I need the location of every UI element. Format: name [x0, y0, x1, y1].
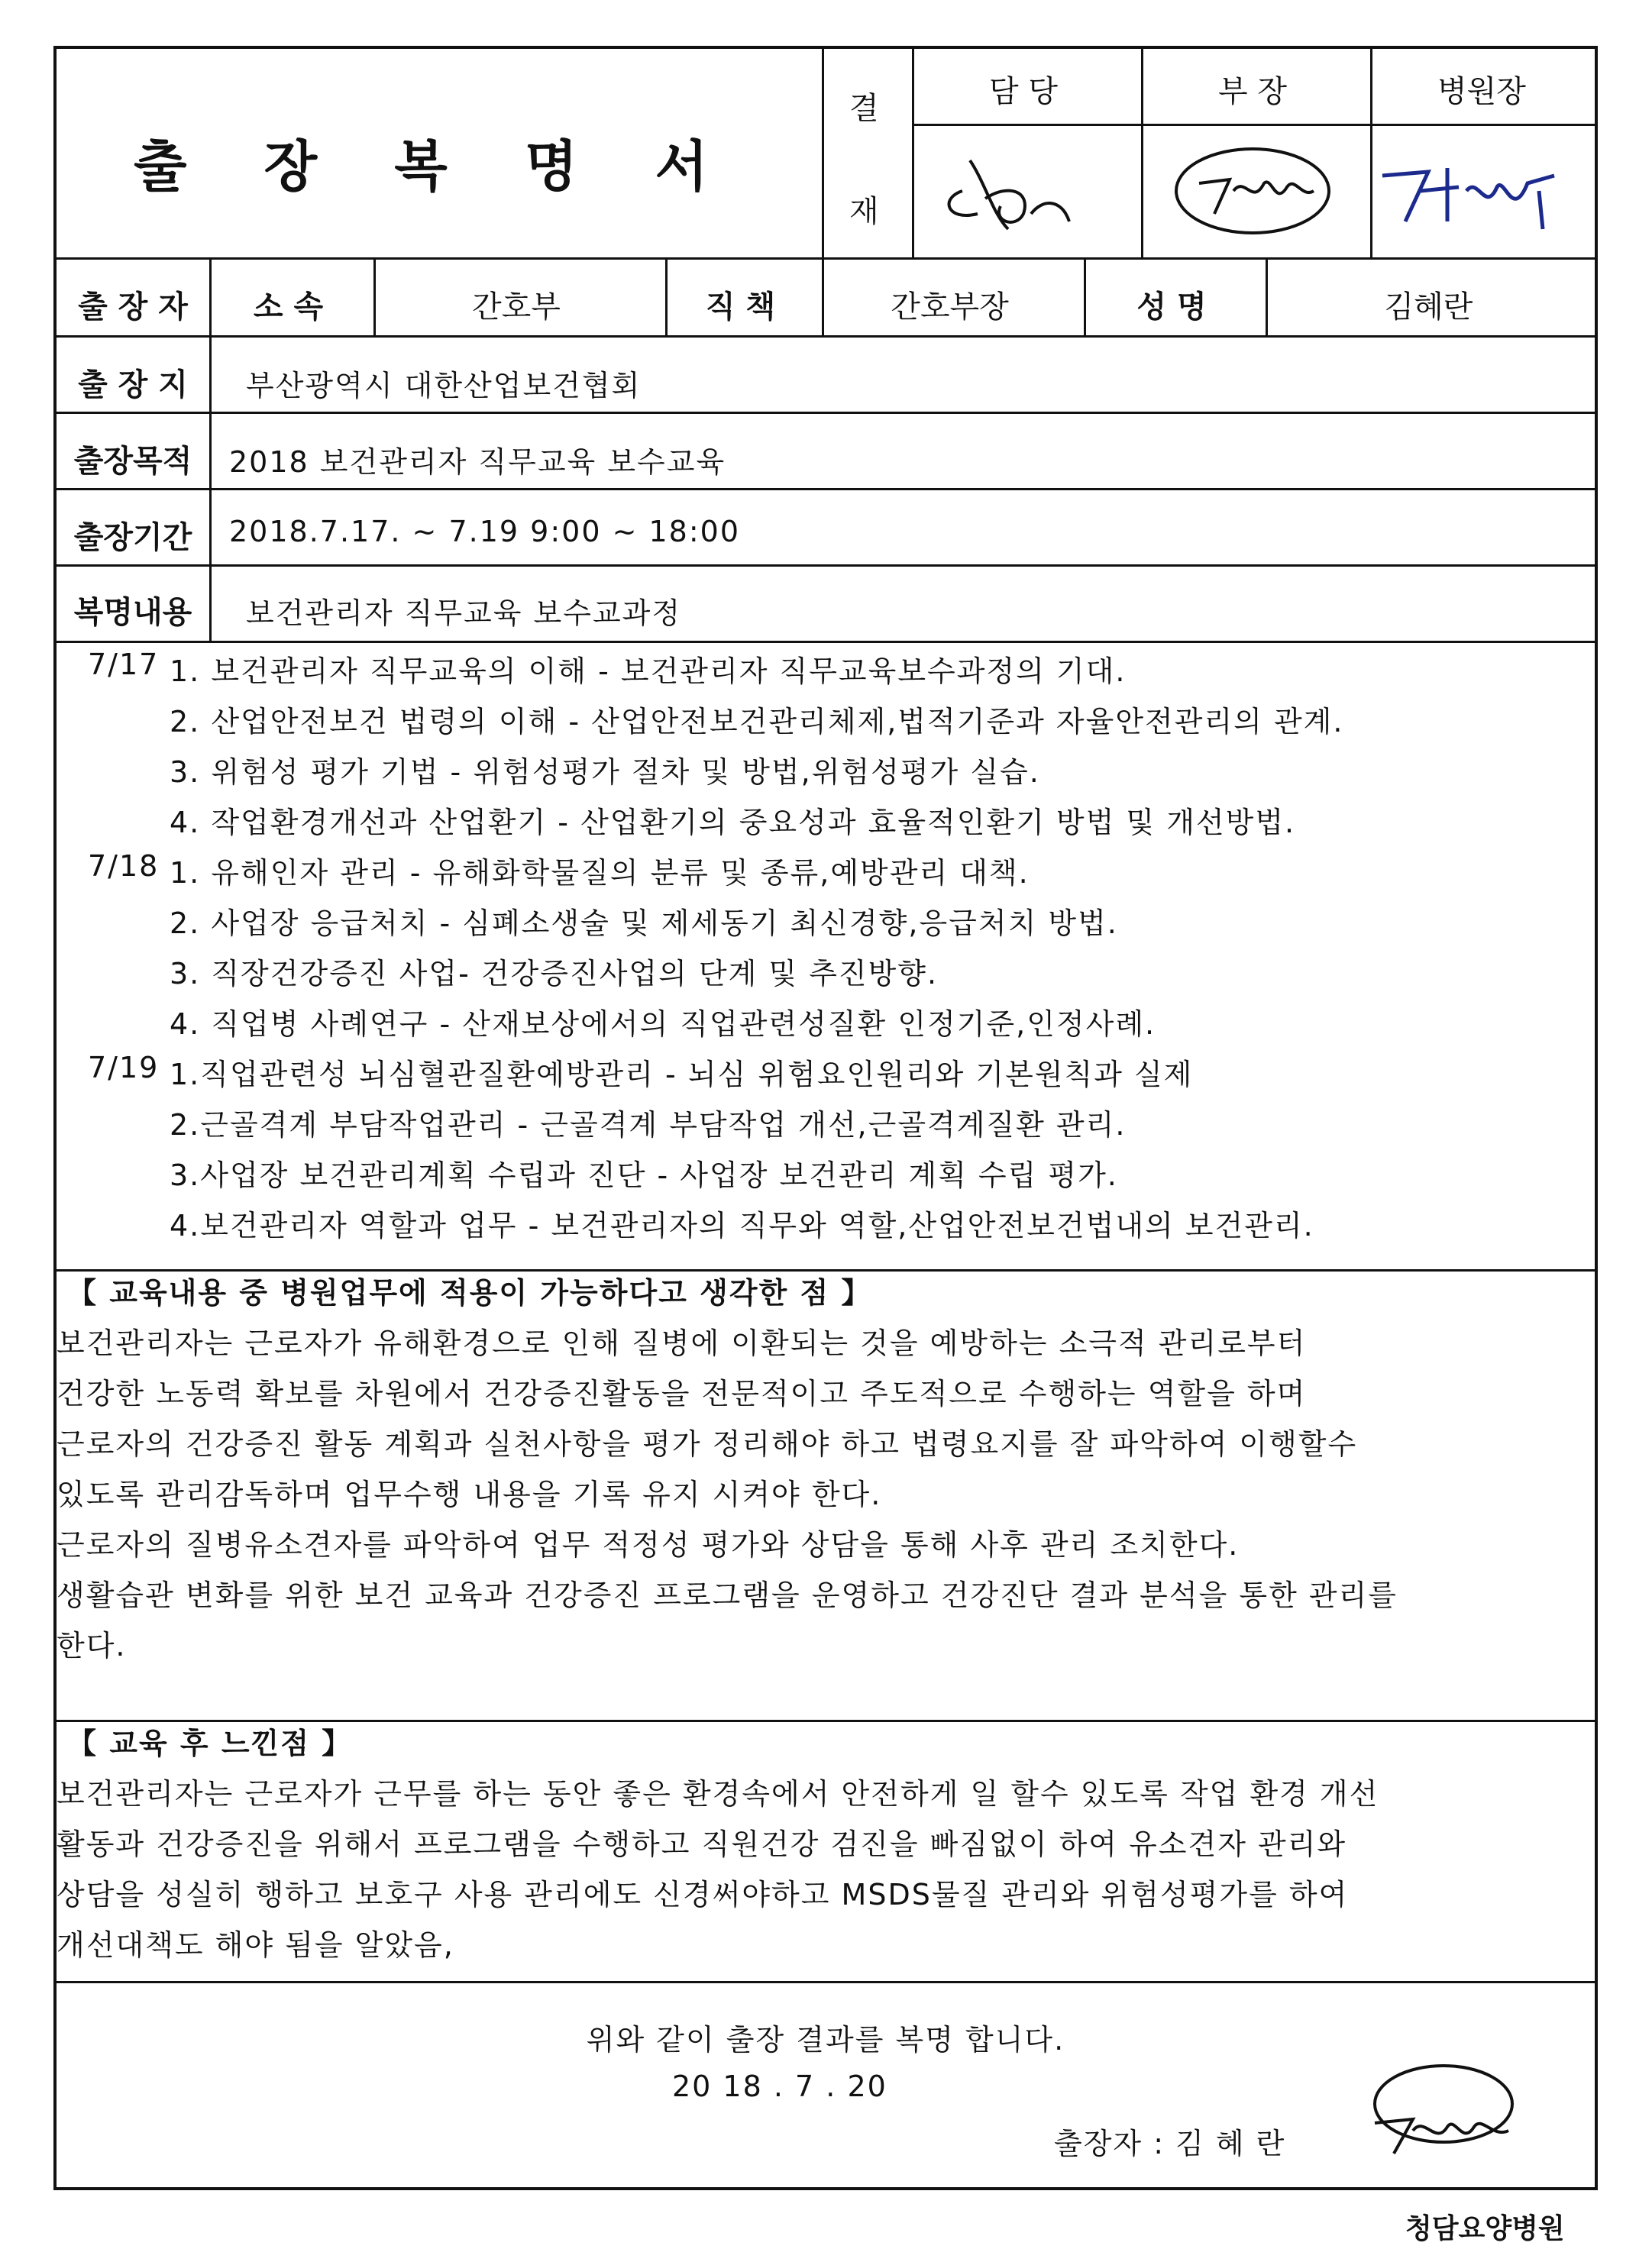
rule — [57, 1981, 1595, 1983]
rule — [57, 412, 1595, 414]
impressions-line: 보건관리자는 근로자가 근무를 하는 동안 좋은 환경속에서 안전하게 일 할수 있도록 작업 환경 개선 — [57, 1777, 1379, 1811]
schedule-item: 4. 직업병 사례연구 - 산재보상에서의 직업관련성질환 인정기준,인정사례. — [170, 1007, 1156, 1041]
purpose-value: 2018 보건관리자 직무교육 보수교육 — [229, 445, 726, 479]
destination-label: 출 장 지 — [78, 367, 188, 402]
schedule-item: 2. 산업안전보건 법령의 이해 - 산업안전보건관리체제,법적기준과 자율안전관리의 관계. — [170, 705, 1344, 738]
applicable-line: 생활습관 변화를 위한 보건 교육과 건강증진 프로그램을 운영하고 건강진단 결과 분석을 통한 관리를 — [57, 1579, 1398, 1612]
approval-header-staff: 담 당 — [989, 74, 1058, 109]
rule — [57, 641, 1595, 643]
approval-label-top: 결 — [849, 91, 879, 126]
schedule-item: 4. 작업환경개선과 산업환기 - 산업환기의 중요성과 효율적인환기 방법 및 개선방법. — [170, 806, 1296, 839]
signature-traveler-icon — [1352, 2054, 1520, 2161]
approval-header-director: 부 장 — [1218, 74, 1287, 109]
doc-title: 출 장 복 명 서 — [133, 134, 738, 199]
impressions-line: 개선대책도 해야 됨을 알았음, — [57, 1928, 454, 1962]
impressions-heading: 【 교육 후 느낀점 】 — [67, 1727, 353, 1760]
applicable-line: 건강한 노동력 확보를 차원에서 건강증진활동을 전문적이고 주도적으로 수행하는 역할을 하며 — [57, 1377, 1307, 1411]
schedule-item: 3. 직장건강증진 사업- 건강증진사업의 단계 및 추진방향. — [170, 957, 939, 990]
impressions-line: 상담을 성실히 행하고 보호구 사용 관리에도 신경써야하고 MSDS물질 관리와 위험성평가를 하여 — [57, 1878, 1349, 1911]
rule — [57, 488, 1595, 490]
closing-signer: 출장자 : 김 혜 란 — [1054, 2127, 1286, 2160]
schedule-item: 1. 보건관리자 직무교육의 이해 - 보건관리자 직무교육보수과정의 기대. — [170, 654, 1127, 688]
schedule-date: 7/18 — [88, 849, 160, 883]
signature-staff-icon — [917, 137, 1085, 244]
traveler-label: 출 장 자 — [78, 289, 188, 325]
approval-header-president: 병원장 — [1437, 74, 1526, 109]
applicable-line: 보건관리자는 근로자가 유해환경으로 인해 질병에 이환되는 것을 예방하는 소극적 관리로부터 — [57, 1327, 1307, 1360]
schedule-item: 3. 위험성 평가 기법 - 위험성평가 절차 및 방법,위험성평가 실습. — [170, 755, 1040, 789]
period-value: 2018.7.17. ~ 7.19 9:00 ~ 18:00 — [229, 515, 741, 548]
destination-value: 부산광역시 대한산업보건협회 — [246, 369, 642, 402]
applicable-line: 근로자의 질병유소견자를 파악하여 업무 적정성 평가와 상담을 통해 사후 관리 조치한다. — [57, 1528, 1240, 1562]
position-value: 간호부장 — [891, 289, 1009, 325]
schedule-date: 7/17 — [88, 648, 160, 681]
position-label: 직 책 — [705, 289, 776, 325]
signature-director-icon — [1161, 137, 1344, 244]
schedule-item: 1. 유해인자 관리 - 유해화학물질의 분류 및 종류,예방관리 대책. — [170, 856, 1030, 890]
report-value: 보건관리자 직무교육 보수교과정 — [246, 596, 682, 630]
affiliation-label: 소 속 — [253, 289, 324, 325]
rule — [57, 335, 1595, 338]
name-value: 김혜란 — [1384, 289, 1473, 325]
impressions-line: 활동과 건강증진을 위해서 프로그램을 수행하고 직원건강 검진을 빠짐없이 하여 유소견자 관리와 — [57, 1827, 1347, 1861]
closing-date: 20 18 . 7 . 20 — [672, 2070, 887, 2103]
applicable-line: 있도록 관리감독하며 업무수행 내용을 기록 유지 시켜야 한다. — [57, 1478, 882, 1511]
period-label: 출장기간 — [73, 520, 192, 555]
signature-president-icon — [1375, 145, 1573, 237]
schedule-item: 3.사업장 보건관리계획 수립과 진단 - 사업장 보건관리 계획 수립 평가. — [170, 1158, 1118, 1192]
closing-statement: 위와 같이 출장 결과를 복명 합니다. — [586, 2023, 1065, 2057]
schedule-item: 2.근골격계 부담작업관리 - 근골격계 부담작업 개선,근골격계질환 관리. — [170, 1108, 1127, 1142]
report-label: 복명내용 — [73, 595, 192, 630]
schedule-date: 7/19 — [88, 1051, 160, 1084]
rule — [822, 49, 824, 257]
schedule-item: 4.보건관리자 역할과 업무 - 보건관리자의 직무와 역할,산업안전보건법내의 보건관리. — [170, 1209, 1314, 1242]
approval-label-bottom: 재 — [849, 194, 879, 229]
applicable-line: 근로자의 건강증진 활동 계획과 실천사항을 평가 정리해야 하고 법령요지를 잘 파악하여 이행할수 — [57, 1427, 1358, 1461]
schedule-item: 2. 사업장 응급처치 - 심폐소생술 및 제세동기 최신경향,응급처치 방법. — [170, 906, 1118, 940]
rule — [57, 564, 1595, 567]
hospital-name: 청담요양병원 — [1405, 2213, 1565, 2244]
applicable-line: 한다. — [57, 1629, 127, 1663]
affiliation-value: 간호부 — [472, 289, 561, 325]
applicable-heading: 【 교육내용 중 병원업무에 적용이 가능하다고 생각한 점 】 — [67, 1276, 872, 1310]
name-label: 성 명 — [1136, 289, 1207, 325]
purpose-label: 출장목적 — [73, 444, 192, 479]
rule — [57, 257, 1595, 260]
rule — [912, 124, 1595, 126]
schedule-item: 1.직업관련성 뇌심혈관질환예방관리 - 뇌심 위험요인원리와 기본원칙과 실제 — [170, 1058, 1194, 1091]
